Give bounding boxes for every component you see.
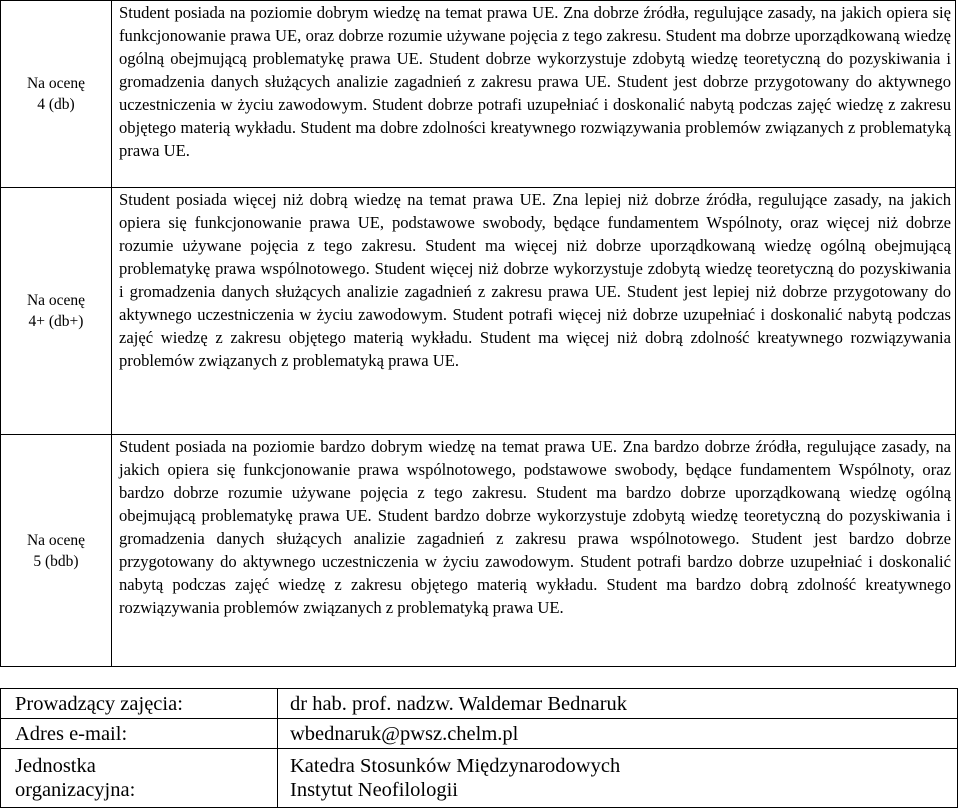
instructor-label: Prowadzący zajęcia:: [1, 689, 278, 719]
grade-description: Student posiada więcej niż dobrą wiedzę na temat prawa UE. Zna lepiej niż dobrze źródła, regulujące zasady, na jakich opiera się funkcjonowanie prawa UE, podstawowe swobody, będące fundamentem Wspólnoty, oraz więcej niż dobrze rozumie używane pojęcia z tego zakresu. Student ma więcej niż dobrze uporządkowaną wiedzę ogólną obejmującą problematykę prawa wspólnotowego. Student więcej niż dobrze wykorzystuje zdobytą wiedzę teoretyczną do pozyskiwania i gromadzenia danych służących analizie zagadnień z zakresu prawa UE. Student jest lepiej niż dobrze przygotowany do aktywnego uczestniczenia w życiu zawodowym. Student potrafi więcej niż dobrze uzupełniać i doskonalić nabytą podczas zajęć wiedzę z zakresu objętego materią wykładu. Student ma więcej niż dobrą zdolność kreatywnego rozwiązywania problemów związanych z problematyką prawa UE.: [112, 188, 956, 435]
unit-label-line2: organizacyjna:: [15, 779, 136, 801]
instructor-row: [1, 689, 958, 719]
grade-label-cell: [1, 1, 112, 188]
unit-value-line2: Instytut Neofilologii: [290, 779, 458, 801]
grade-description: Student posiada na poziomie dobrym wiedzę na temat prawa UE. Zna dobrze źródła, regulujące zasady, na jakich opiera się funkcjonowanie prawa UE, oraz dobrze rozumie używane pojęcia z tego zakresu. Student ma dobrze uporządkowaną wiedzę ogólną obejmującą problematykę prawa UE. Student dobrze wykorzystuje zdobytą wiedzę teoretyczną do pozyskiwania i gromadzenia danych służących analizie zagadnień z zakresu prawa UE. Student jest dobrze przygotowany do aktywnego uczestniczenia w życiu zawodowym. Student dobrze potrafi uzupełniać i doskonalić nabytą podczas zajęć wiedzę z zakresu objętego materią wykładu. Student ma dobre zdolności kreatywnego rozwiązywania problemów związanych z problematyką prawa UE.: [112, 1, 956, 188]
grade-row-4: [1, 1, 956, 188]
unit-value-line1: Katedra Stosunków Międzynarodowych: [290, 755, 621, 777]
unit-value: [278, 749, 958, 808]
email-row: [1, 719, 958, 749]
grade-label-line1: Na ocenę: [26, 292, 86, 309]
unit-label: [1, 749, 278, 808]
grade-label-cell: [1, 188, 112, 435]
grade-label-cell: [1, 435, 112, 667]
grade-label-line1: Na ocenę: [26, 531, 86, 549]
grade-label-line2: 4+ (db+): [28, 313, 84, 330]
grade-label-line1: Na ocenę: [26, 75, 86, 92]
course-info-table: [0, 688, 958, 808]
grade-row-5: [1, 435, 956, 667]
unit-row: [1, 749, 958, 808]
grade-label-line2: 4 (db): [37, 96, 75, 113]
email-label: Adres e-mail:: [1, 719, 278, 749]
grade-label-line2: 5 (bdb): [33, 552, 79, 570]
grade-description: Student posiada na poziomie bardzo dobrym wiedzę na temat prawa UE. Zna bardzo dobrze źródła, regulujące zasady, na jakich opiera się funkcjonowanie prawa wspólnotowego, podstawowe swobody, będące fundamentem Wspólnoty, oraz bardzo dobrze rozumie używane pojęcia z tego zakresu. Student ma bardzo dobrze uporządkowaną wiedzę ogólną obejmującą problematykę prawa UE. Student bardzo dobrze wykorzystuje zdobytą wiedzę teoretyczną do pozyskiwania i gromadzenia danych służących analizie zagadnień z zakresu prawa wspólnotowego. Student jest bardzo dobrze przygotowany do aktywnego uczestniczenia w życiu zawodowym. Student potrafi bardzo dobrze uzupełniać i doskonalić nabytą podczas zajęć wiedzę z zakresu objętego materią wykładu. Student ma bardzo dobrą zdolność kreatywnego rozwiązywania problemów związanych z problematyką prawa UE.: [112, 435, 956, 667]
email-value[interactable]: wbednaruk@pwsz.chelm.pl: [278, 719, 958, 749]
unit-label-line1: Jednostka: [15, 755, 96, 777]
instructor-value: dr hab. prof. nadzw. Waldemar Bednaruk: [278, 689, 958, 719]
grade-row-4-plus: [1, 188, 956, 435]
